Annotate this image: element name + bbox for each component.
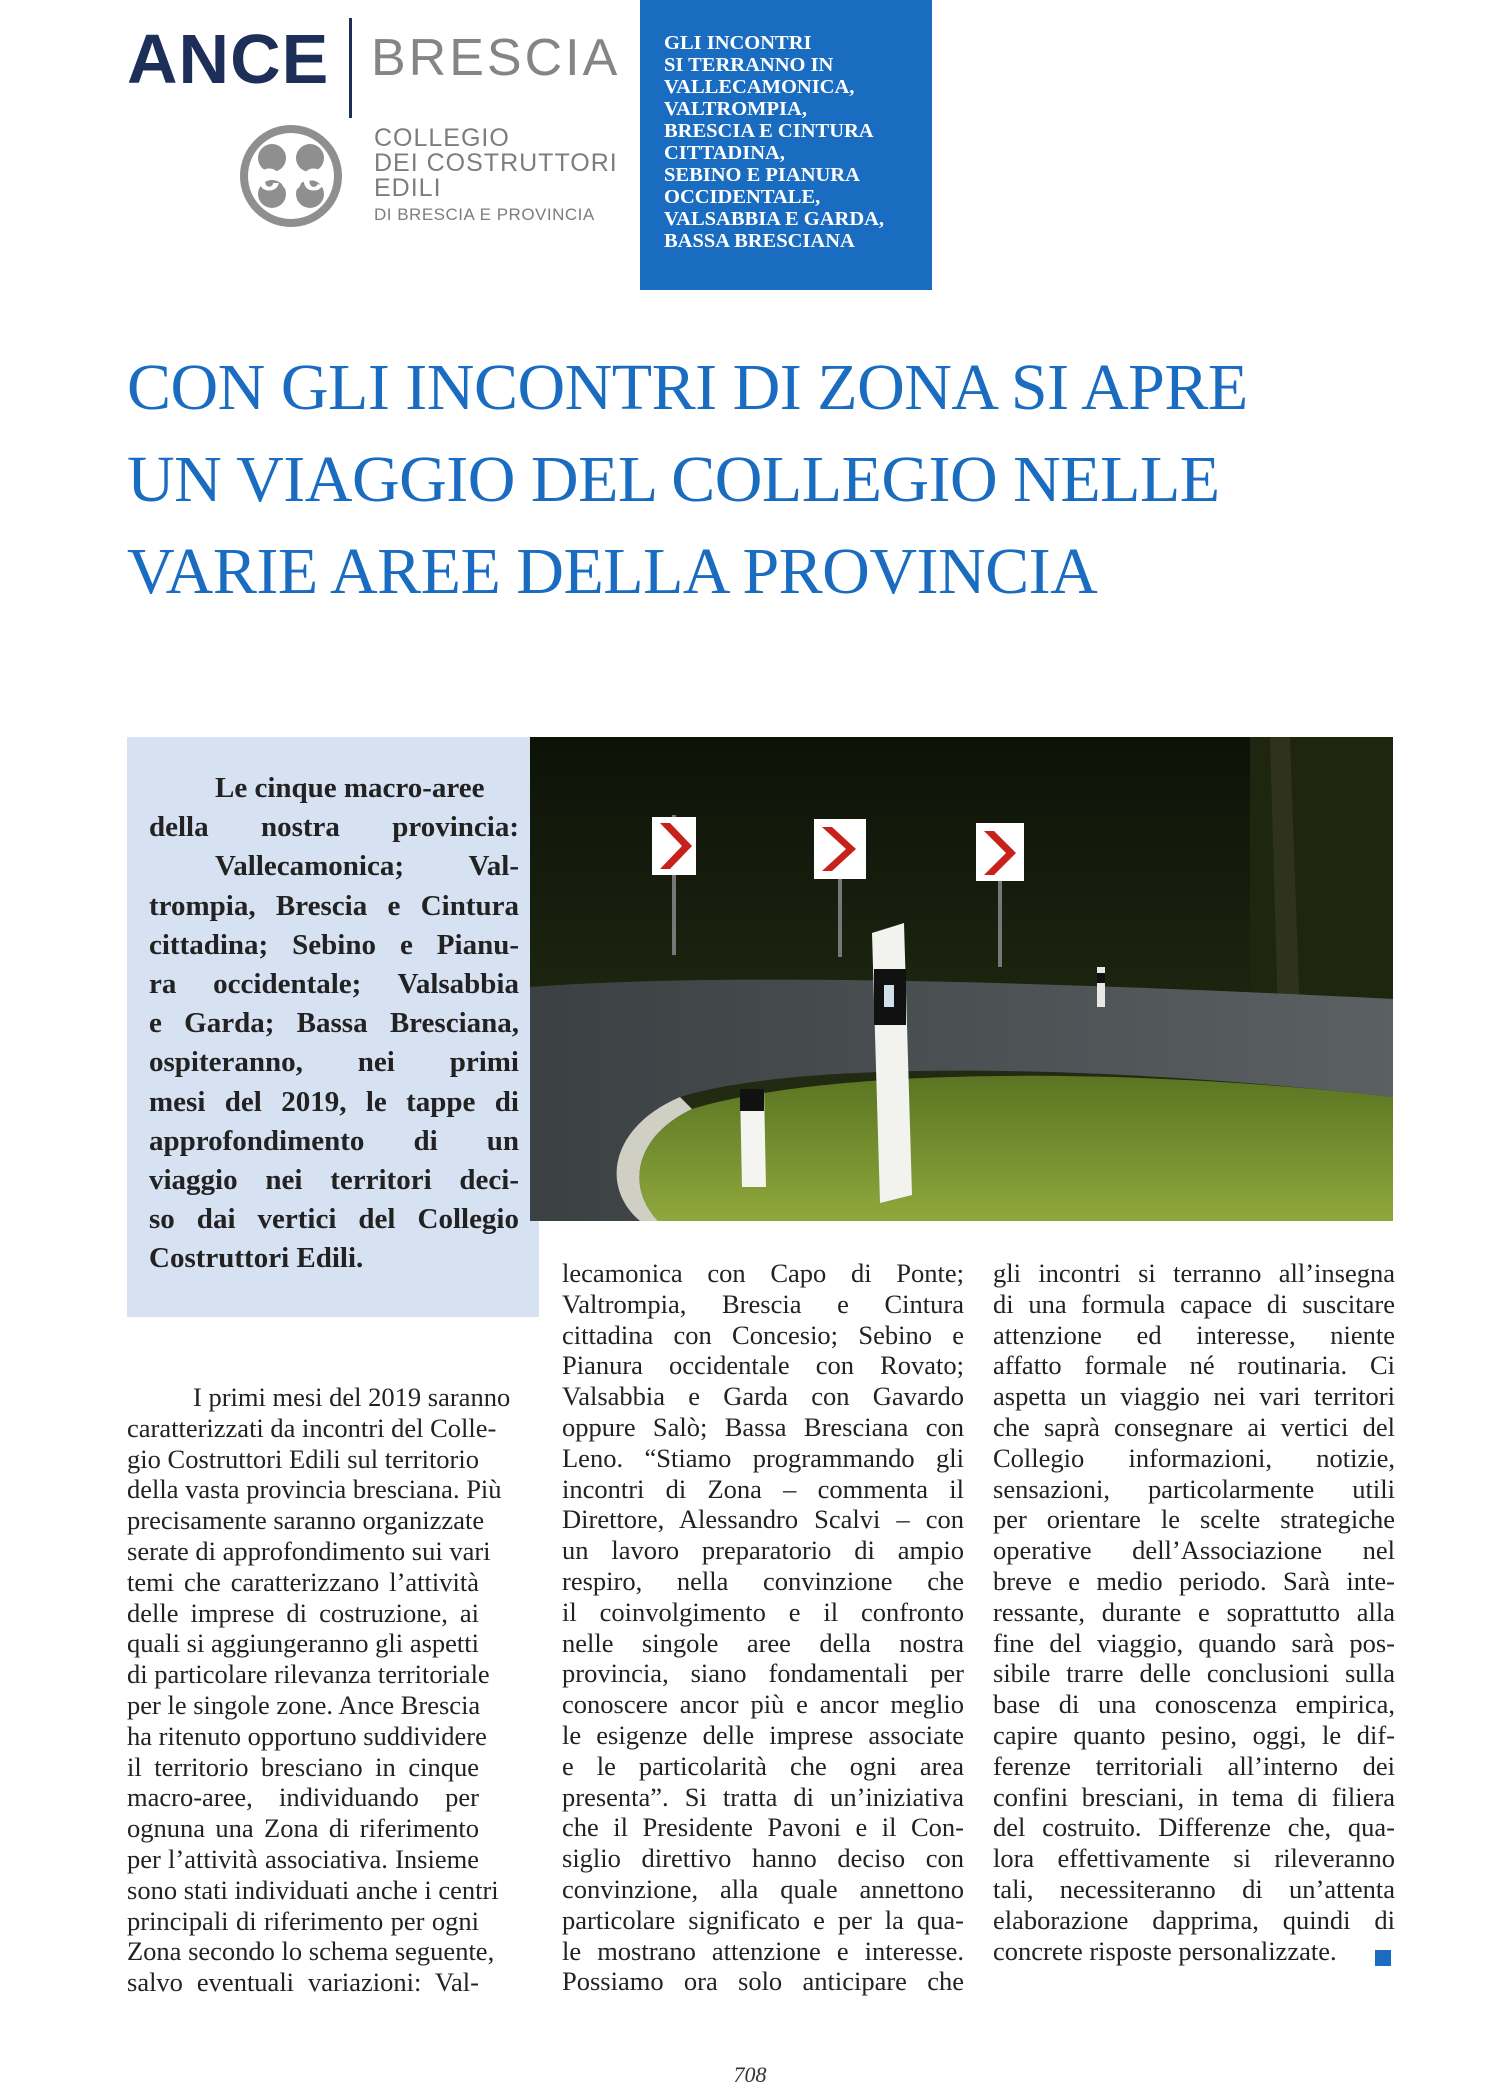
summary-line: approfondimento di un xyxy=(149,1124,519,1157)
body-line: di una formula capace di suscitare xyxy=(993,1288,1395,1319)
ance-city-wordmark: BRESCIA xyxy=(371,29,621,87)
body-line: tali, necessiteranno di un’attenta xyxy=(993,1873,1395,1904)
body-line: capire quanto pesino, oggi, le dif- xyxy=(993,1719,1395,1750)
body-line: Valtrompia, Brescia e Cintura xyxy=(562,1288,964,1319)
summary-line: Vallecamonica; Val- xyxy=(215,850,519,883)
summary-line: Costruttori Edili. xyxy=(149,1242,364,1275)
body-line: conoscere ancor più e ancor meglio xyxy=(562,1689,964,1720)
photo-illustration xyxy=(530,737,1393,1221)
collegio-line: EDILI xyxy=(374,174,442,202)
body-line: sibile trarre delle conclusioni sulla xyxy=(993,1658,1395,1689)
body-line: Possiamo ora solo anticipare che xyxy=(562,1966,964,1997)
body-line: salvo eventuali variazioni: Val- xyxy=(127,1967,479,1998)
collegio-line: COLLEGIO xyxy=(374,124,510,152)
body-line: per le singole zone. Ance Brescia xyxy=(127,1689,481,1720)
body-line: macro-aree, individuando per xyxy=(127,1782,479,1813)
body-line: temi che caratterizzano l’attività xyxy=(127,1566,479,1597)
callout-line: BRESCIA E CINTURA xyxy=(664,120,874,142)
body-line: operative dell’Associazione nel xyxy=(993,1535,1395,1566)
zones-callout-box xyxy=(640,0,932,290)
body-line: del costruito. Differenze che, qua- xyxy=(993,1812,1395,1843)
summary-line: ra occidentale; Valsabbia xyxy=(149,968,519,1001)
callout-line: CITTADINA, xyxy=(664,142,785,164)
title-line: VARIE AREE DELLA PROVINCIA xyxy=(127,535,1098,608)
body-line: le esigenze delle imprese associate xyxy=(562,1719,964,1750)
title-line: UN VIAGGIO DEL COLLEGIO NELLE xyxy=(127,443,1220,516)
body-line: incontri di Zona – commenta il xyxy=(562,1473,964,1504)
body-line: ognuna una Zona di riferimento xyxy=(127,1813,479,1844)
body-line: breve e medio periodo. Sarà inte- xyxy=(993,1565,1395,1596)
body-line: serate di approfondimento sui vari xyxy=(127,1535,491,1566)
body-line: gli incontri si terranno all’insegna xyxy=(993,1258,1395,1288)
delineator-post-icon xyxy=(1097,967,1105,1007)
body-line: I primi mesi del 2019 saranno xyxy=(193,1382,511,1412)
body-line: ferenze territoriali all’interno dei xyxy=(993,1750,1395,1781)
ance-brescia-logo xyxy=(127,10,621,110)
collegio-emblem-icon xyxy=(232,122,350,230)
body-line: fine del viaggio, quando sarà pos- xyxy=(993,1627,1395,1658)
callout-line: VALSABBIA E GARDA, xyxy=(664,208,885,230)
callout-line: SI TERRANNO IN xyxy=(664,54,834,76)
callout-line: GLI INCONTRI xyxy=(664,32,812,54)
body-line: nelle singole aree della nostra xyxy=(562,1627,964,1658)
body-line: principali di riferimento per ogni xyxy=(127,1905,479,1936)
article-column-1 xyxy=(127,1382,511,1998)
body-line: delle imprese di costruzione, ai xyxy=(127,1597,479,1628)
body-line: quali si aggiungeranno gli aspetti xyxy=(127,1628,479,1659)
body-line: elaborazione dapprima, quindi di xyxy=(993,1904,1395,1935)
page-number: 708 xyxy=(733,2062,767,2087)
body-line: il territorio bresciano in cinque xyxy=(127,1751,479,1782)
body-line: gio Costruttori Edili sul territorio xyxy=(127,1443,479,1474)
summary-box xyxy=(127,737,539,1317)
body-line: concrete risposte personalizzate. xyxy=(993,1935,1337,1966)
body-line: oppure Salò; Bassa Bresciana con xyxy=(562,1411,964,1442)
logo-divider xyxy=(349,18,352,118)
body-line: affatto formale né routinaria. Ci xyxy=(993,1350,1395,1381)
body-line: siglio direttivo hanno deciso con xyxy=(562,1843,964,1874)
summary-line: Le cinque macro-aree xyxy=(215,772,485,804)
article-title xyxy=(127,342,1427,618)
summary-line: so dai vertici del Collegio xyxy=(149,1203,519,1236)
body-line: convinzione, alla quale annettono xyxy=(562,1873,964,1904)
body-line: lecamonica con Capo di Ponte; xyxy=(562,1258,964,1288)
emblem-letters: cce xyxy=(257,155,325,199)
body-line: sensazioni, particolarmente utili xyxy=(993,1473,1395,1504)
collegio-name xyxy=(374,126,618,223)
body-line: cittadina con Concesio; Sebino e xyxy=(562,1319,964,1350)
callout-line: BASSA BRESCIANA xyxy=(664,230,855,252)
summary-line: trompia, Brescia e Cintura xyxy=(149,889,519,922)
summary-line: mesi del 2019, le tappe di xyxy=(149,1085,519,1118)
body-line: Leno. “Stiamo programmando gli xyxy=(562,1442,964,1473)
body-line: Valsabbia e Garda con Gavardo xyxy=(562,1381,964,1412)
collegio-subtitle: DI BRESCIA E PROVINCIA xyxy=(374,205,595,224)
body-line: che saprà consegnare ai vertici del xyxy=(993,1411,1395,1442)
summary-line: viaggio nei territori deci- xyxy=(149,1164,519,1197)
body-line: ressante, durante e soprattutto alla xyxy=(993,1596,1395,1627)
body-line: confini bresciani, in tema di filiera xyxy=(993,1781,1395,1812)
collegio-line: DEI COSTRUTTORI xyxy=(374,149,618,177)
body-line: di particolare rilevanza territoriale xyxy=(127,1659,490,1690)
body-line: che il Presidente Pavoni e il Con- xyxy=(562,1812,964,1843)
summary-line: ospiteranno, nei primi xyxy=(149,1046,519,1079)
body-line: il coinvolgimento e il confronto xyxy=(562,1596,964,1627)
callout-line: SEBINO E PIANURA xyxy=(664,164,860,186)
body-line: e le particolarità che ogni area xyxy=(562,1750,964,1781)
body-line: della vasta provincia bresciana. Più xyxy=(127,1474,502,1505)
body-line: per l’attività associativa. Insieme xyxy=(127,1843,479,1874)
body-line: caratterizzati da incontri del Colle- xyxy=(127,1412,497,1443)
body-line: precisamente saranno organizzate xyxy=(127,1505,485,1536)
body-line: sono stati individuati anche i centri xyxy=(127,1874,499,1905)
callout-line: OCCIDENTALE, xyxy=(664,186,821,208)
article-column-2 xyxy=(562,1258,964,1997)
callout-line: VALTROMPIA, xyxy=(664,98,807,120)
body-line: le mostrano attenzione e interesse. xyxy=(562,1935,964,1966)
body-line: Direttore, Alessandro Scalvi – con xyxy=(562,1504,964,1535)
body-line: Pianura occidentale con Rovato; xyxy=(562,1350,964,1381)
collegio-logo xyxy=(232,122,632,232)
body-line: provincia, siano fondamentali per xyxy=(562,1658,964,1689)
body-line: aspetta un viaggio nei vari territori xyxy=(993,1381,1395,1412)
body-line: ha ritenuto opportuno suddividere xyxy=(127,1720,487,1751)
body-line: un lavoro preparatorio di ampio xyxy=(562,1535,964,1566)
body-line: presenta”. Si tratta di un’iniziativa xyxy=(562,1781,964,1812)
body-line: per orientare le scelte strategiche xyxy=(993,1504,1395,1535)
summary-line: cittadina; Sebino e Pianu- xyxy=(149,928,519,961)
body-line: lora effettivamente si rileveranno xyxy=(993,1843,1395,1874)
summary-line: della nostra provincia: xyxy=(149,811,519,844)
article-column-3 xyxy=(993,1258,1395,1966)
ance-wordmark: ANCE xyxy=(127,20,330,98)
end-of-article-mark xyxy=(1375,1950,1391,1966)
summary-line: e Garda; Bassa Bresciana, xyxy=(149,1007,519,1040)
callout-line: VALLECAMONICA, xyxy=(664,76,855,98)
delineator-post-icon xyxy=(740,1089,766,1187)
body-line: Collegio informazioni, notizie, xyxy=(993,1442,1395,1473)
body-line: respiro, nella convinzione che xyxy=(562,1565,964,1596)
title-line: CON GLI INCONTRI DI ZONA SI APRE xyxy=(127,351,1248,424)
body-line: Zona secondo lo schema seguente, xyxy=(127,1936,495,1967)
body-line: base di una conoscenza empirica, xyxy=(993,1689,1395,1720)
road-curve-photo xyxy=(530,737,1393,1221)
body-line: attenzione ed interesse, niente xyxy=(993,1319,1395,1350)
body-line: particolare significato e per la qua- xyxy=(562,1904,964,1935)
